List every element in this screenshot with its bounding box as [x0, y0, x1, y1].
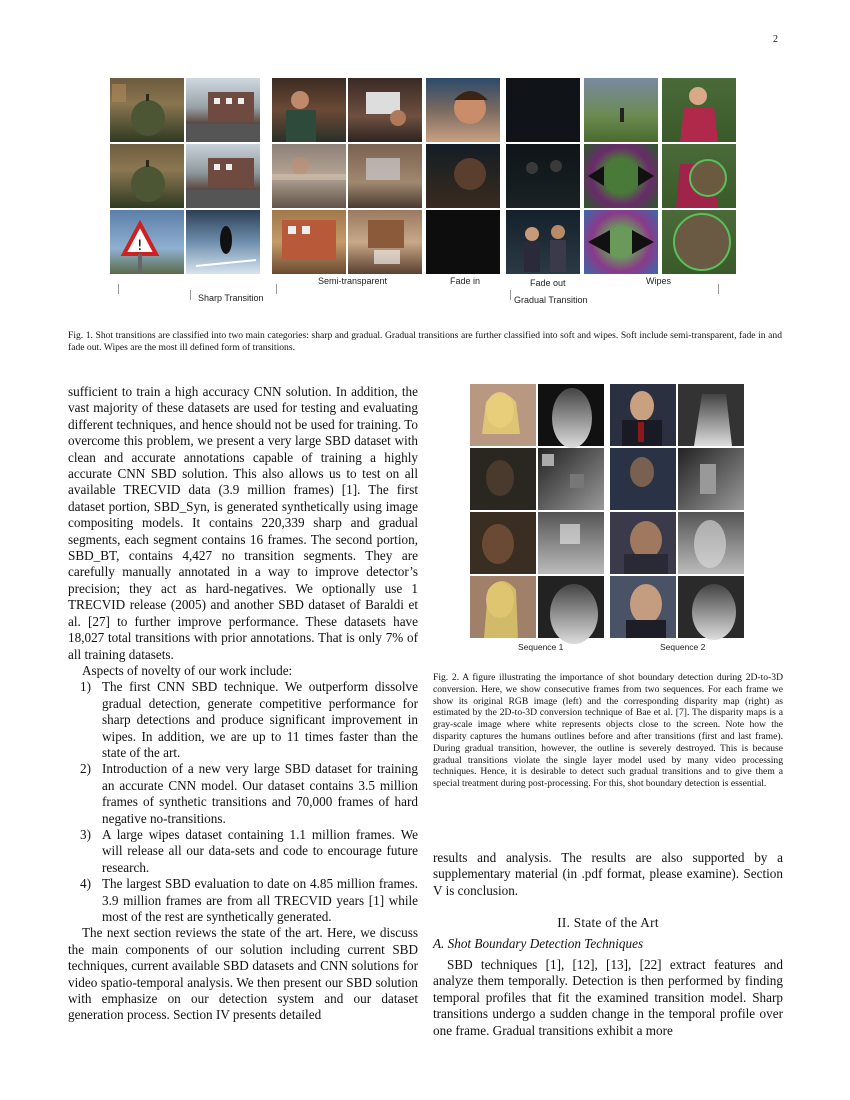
frame-semi-6 [348, 210, 422, 274]
frame-fadein-1 [426, 78, 500, 142]
paragraph: results and analysis. The results are also supported by a supplementary material (in .pdf format, please examine). Section V is conclusion. [433, 850, 783, 898]
tick-mark [118, 284, 119, 294]
svg-text:!: ! [137, 238, 143, 254]
frame-semi-3 [272, 210, 346, 274]
label-sequence-1: Sequence 1 [518, 642, 564, 652]
subsection-heading: A. Shot Boundary Detection Techniques [433, 936, 644, 951]
label-wipes: Wipes [646, 276, 672, 286]
tick-mark [190, 290, 191, 300]
novelty-list [68, 679, 418, 925]
frame-wipe-3 [584, 210, 658, 274]
frame-fadein-3 [426, 210, 500, 274]
frame-street-1 [186, 78, 260, 142]
frame-sign [110, 210, 184, 274]
paragraph: SBD techniques [1], [12], [13], [22] extract features and analyze them temporally. Detection is then performed by finding temporal profiles that fit the examined transition model. Sharp transitions undergo a sudden change in the temporal profile over one frame. Gradual transitions exhibit a more [433, 957, 783, 1038]
figure-2-caption: Fig. 2. A figure illustrating the importance of shot boundary detection during 2D-to-3D conversion. Here, we show consecutive frames from two sequences. For each frame we show its original RGB image (left) and the corresponding disparity map (right) as estimated by the 2D-to-3D conversion technique of Bae et al. [7]. The disparity maps is a gray-scale image where white represents objects close to the screen. Note how the disparity captures the humans outlines before and after transitions (first and last frame). During gradual transition, however, the outline is severely destroyed. This is because gradual transitions violate the single layer model used by many video processing techniques. Hence, it is desirable to detect such gradual transitions and to give them a special treatment during post-processing. For this, shot boundary detection is essential. [433, 672, 783, 790]
tick-mark [276, 284, 277, 294]
frame-fadeout-2 [506, 144, 580, 208]
paragraph: The next section reviews the state of the art. Here, we discuss the main components of our solution including current SBD techniques, current available SBD datasets and CNN solutions for video spatio-temporal analysis. We then present our SBD solution with emphasize on our detection system and our dataset generation process. Section IV presents detailed [68, 925, 418, 1023]
list-item: 3) A large wipes dataset containing 1.1 million frames. We will release all our data-sets and code to encourage future research. [80, 826, 418, 875]
label-sharp-transition: Sharp Transition [198, 293, 264, 303]
label-fade-out: Fade out [530, 278, 566, 288]
frame-street-2 [186, 144, 260, 208]
figure-1 [110, 78, 738, 308]
frame-apple-1 [110, 78, 184, 142]
list-item: 4) The largest SBD evaluation to date on 4.85 million frames. 3.9 million frames are from all TRECVID years [1] while most of the rest are synthetically generated. [80, 876, 418, 924]
frame-wipe-2 [584, 144, 658, 208]
left-column [68, 384, 418, 1024]
frame-semi-5 [348, 144, 422, 208]
frame-fadein-2 [426, 144, 500, 208]
frame-wipe-1 [584, 78, 658, 142]
figure-2 [470, 384, 746, 654]
figure-1-caption: Fig. 1. Shot transitions are classified into two main categories: sharp and gradual. Gradual transitions are further classified into soft and wipes. Soft include semi-transparent, fade in and fade out. Wipes are the most ill defined form of transitions. [68, 330, 782, 353]
frame-fadeout-3 [506, 210, 580, 274]
frame-wipe-5 [662, 144, 736, 208]
section-heading: II. State of the Art [557, 915, 659, 930]
frame-wipe-6 [662, 210, 736, 274]
tick-mark [718, 284, 719, 294]
frame-skater [186, 210, 260, 274]
frame-wipe-4 [662, 78, 736, 142]
list-item: 1) The first CNN SBD technique. We outperform dissolve gradual detection, generate competitive performance for sharp detections and produce significant improvement in wipes. In addition, we are up to 11 times faster than the state of the art. [80, 679, 418, 760]
figure-2-grid [470, 384, 746, 654]
frame-apple-2 [110, 144, 184, 208]
page-number: 2 [773, 34, 778, 45]
label-sequence-2: Sequence 2 [660, 642, 706, 652]
frame-fadeout-1 [506, 78, 580, 142]
frame-semi-4 [348, 78, 422, 142]
label-fade-in: Fade in [450, 276, 481, 286]
paragraph: sufficient to train a high accuracy CNN solution. In addition, the vast majority of these datasets are used for testing and evaluating different techniques, and hence should not be used for training. To overcome this problem, we present a very large SBD dataset with clean and accurate annotations capable of training a highly accurate CNN SBD solution. This also allows us to test on all available TRECVID data (3.9 million frames) [1]. The first dataset portion, SBD_Syn, is generated synthetically using image compositing models. It contains 220,339 sharp and gradual segments, each segment contains 16 frames. The second portion, SBD_BT, contains 4,427 no transition segments. They are carefully manually annotated in a way to improve detector’s precision; they act as hard-negatives. We optionally use 1 TRECVID release (2005) and another SBD dataset of Baraldi et al. [27] to further improve performance. These datasets have 18,027 total transitions with prior annotations. That is only 7% of all training datasets. [68, 384, 418, 662]
list-item: 2) Introduction of a new very large SBD dataset for training an accurate CNN model. Our dataset contains 3.5 million frames of synthetic transitions and 70,000 frames of hard negative no-transitions. [80, 761, 418, 826]
tick-mark [510, 290, 511, 300]
paragraph: Aspects of novelty of our work include: [82, 662, 293, 678]
right-column-bottom [433, 957, 783, 1039]
right-column-top [433, 850, 783, 899]
label-gradual-transition: Gradual Transition [514, 295, 588, 305]
frame-semi-2 [272, 144, 346, 208]
label-semi-transparent: Semi-transparent [318, 276, 388, 286]
frame-semi-1 [272, 78, 346, 142]
